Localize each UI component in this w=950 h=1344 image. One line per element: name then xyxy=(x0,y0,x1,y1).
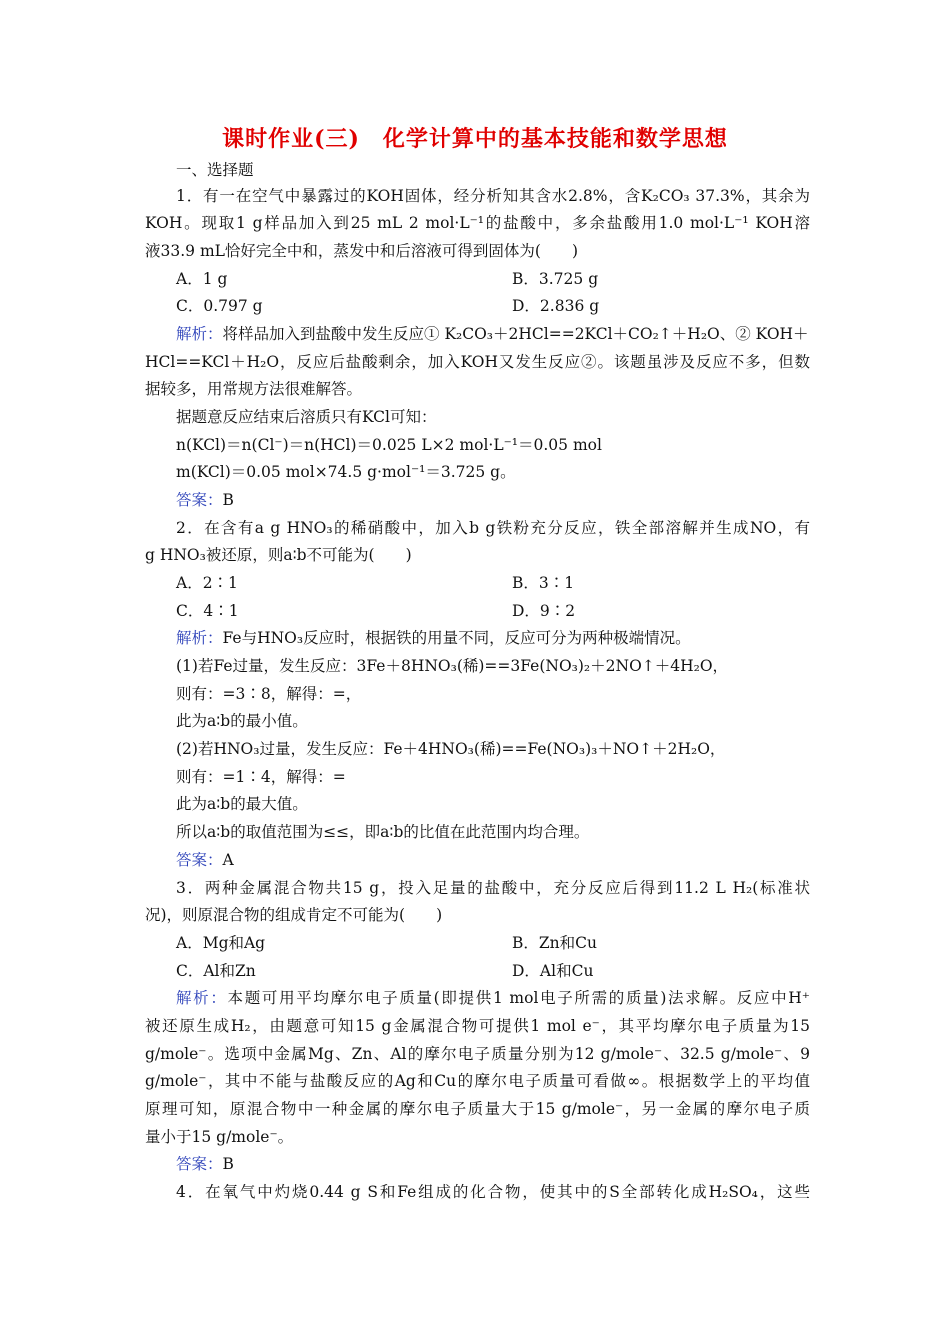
q2-analysis-line-1: 解析：Fe与HNO₃反应时，根据铁的用量不同，反应可分为两种极端情况。 xyxy=(176,629,691,647)
q2-option-c: C．4∶1 xyxy=(176,602,239,620)
q3-option-c: C．Al和Zn xyxy=(176,962,256,980)
q1-analysis-line-5: n(KCl)＝n(Cl⁻)＝n(HCl)＝0.025 L×2 mol·L⁻¹＝0.05 mol xyxy=(176,436,602,454)
q2-analysis-line-8: 所以a∶b的取值范围为≤≤，即a∶b的比值在此范围内均合理。 xyxy=(176,823,590,841)
q3-stem-line-2: 况)，则原混合物的组成肯定不可能为( ) xyxy=(145,906,443,924)
q2-answer: 答案：A xyxy=(176,851,234,869)
answer-label: 答案： xyxy=(176,1155,223,1173)
q2-option-b: B．3∶1 xyxy=(512,574,575,592)
q2-stem-line-1: 2．在含有a g HNO₃的稀硝酸中，加入b g铁粉充分反应，铁全部溶解并生成NO，有 xyxy=(176,519,810,537)
q1-analysis-line-2: HCl==KCl＋H₂O，反应后盐酸剩余，加入KOH又发生反应②。该题虽涉及反应不多，但数 xyxy=(145,353,810,371)
q3-option-a: A．Mg和Ag xyxy=(176,934,266,952)
q2-analysis-line-6: 则有：=1∶4，解得：= xyxy=(176,768,346,786)
q3-analysis-line-1: 解析：本题可用平均摩尔电子质量(即提供1 mol电子所需的质量)法求解。反应中H⁺ xyxy=(176,989,810,1007)
q3-stem-line-1: 3．两种金属混合物共15 g，投入足量的盐酸中，充分反应后得到11.2 L H₂(标准状 xyxy=(176,879,810,897)
q1-analysis-line-3: 据较多，用常规方法很难解答。 xyxy=(145,380,363,398)
q3-option-d: D．Al和Cu xyxy=(512,962,594,980)
analysis-label: 解析： xyxy=(176,325,223,343)
q4-stem-line-1: 4．在氧气中灼烧0.44 g S和Fe组成的化合物，使其中的S全部转化成H₂SO₄，这些 xyxy=(176,1183,810,1201)
q2-analysis-line-3: 则有：=3∶8，解得：=， xyxy=(176,685,362,703)
q1-analysis-line-4: 据题意反应结束后溶质只有KCl可知： xyxy=(176,408,437,426)
q2-stem-line-2: g HNO₃被还原，则a∶b不可能为( ) xyxy=(145,546,412,564)
q3-analysis-line-4: g/mole⁻，其中不能与盐酸反应的Ag和Cu的摩尔电子质量可看做∞。根据数学上的平均值 xyxy=(145,1072,810,1090)
q1-analysis-line-1: 解析：将样品加入到盐酸中发生反应① K₂CO₃＋2HCl==2KCl＋CO₂↑＋H₂O、② KOH＋ xyxy=(176,325,809,343)
section-heading: 一、选择题 xyxy=(176,161,254,179)
q1-stem-line-1: 1．有一在空气中暴露过的KOH固体，经分析知其含水2.8%，含K₂CO₃ 37.3%，其余为 xyxy=(176,187,810,205)
q3-analysis-line-6: 量小于15 g/mole⁻。 xyxy=(145,1128,294,1146)
answer-label: 答案： xyxy=(176,491,223,509)
analysis-label: 解析： xyxy=(176,989,228,1007)
q1-answer: 答案：B xyxy=(176,491,234,509)
q3-answer: 答案：B xyxy=(176,1155,234,1173)
q1-stem-line-3: 液33.9 mL恰好完全中和，蒸发中和后溶液可得到固体为( ) xyxy=(145,242,579,260)
q1-option-c: C．0.797 g xyxy=(176,297,263,315)
q1-option-a: A．1 g xyxy=(176,270,228,288)
q3-option-b: B．Zn和Cu xyxy=(512,934,597,952)
q2-analysis-line-7: 此为a∶b的最大值。 xyxy=(176,795,308,813)
page-title: 课时作业(三) 化学计算中的基本技能和数学思想 xyxy=(222,126,728,152)
q3-analysis-line-5: 原理可知，原混合物中一种金属的摩尔电子质量大于15 g/mole⁻，另一金属的摩尔电子质 xyxy=(145,1100,810,1118)
q3-analysis-line-2: 被还原生成H₂，由题意可知15 g金属混合物可提供1 mol e⁻，其平均摩尔电子质量为15 xyxy=(145,1017,810,1035)
q1-option-d: D．2.836 g xyxy=(512,297,600,315)
q2-analysis-line-5: (2)若HNO₃过量，发生反应：Fe＋4HNO₃(稀)==Fe(NO₃)₃＋NO↑＋2H₂O， xyxy=(176,740,726,758)
q2-analysis-line-4: 此为a∶b的最小值。 xyxy=(176,712,308,730)
q1-analysis-line-6: m(KCl)＝0.05 mol×74.5 g·mol⁻¹＝3.725 g。 xyxy=(176,463,516,481)
q3-analysis-line-3: g/mole⁻。选项中金属Mg、Zn、Al的摩尔电子质量分别为12 g/mole⁻、32.5 g/mole⁻、9 xyxy=(145,1045,810,1063)
q2-analysis-line-2: (1)若Fe过量，发生反应：3Fe＋8HNO₃(稀)==3Fe(NO₃)₂＋2NO↑＋4H₂O， xyxy=(176,657,729,675)
q2-option-d: D．9∶2 xyxy=(512,602,576,620)
answer-label: 答案： xyxy=(176,851,223,869)
analysis-label: 解析： xyxy=(176,629,223,647)
q1-stem-line-2: KOH。现取1 g样品加入到25 mL 2 mol·L⁻¹的盐酸中，多余盐酸用1.0 mol·L⁻¹ KOH溶 xyxy=(145,214,810,232)
q1-option-b: B．3.725 g xyxy=(512,270,599,288)
q2-option-a: A．2∶1 xyxy=(176,574,238,592)
